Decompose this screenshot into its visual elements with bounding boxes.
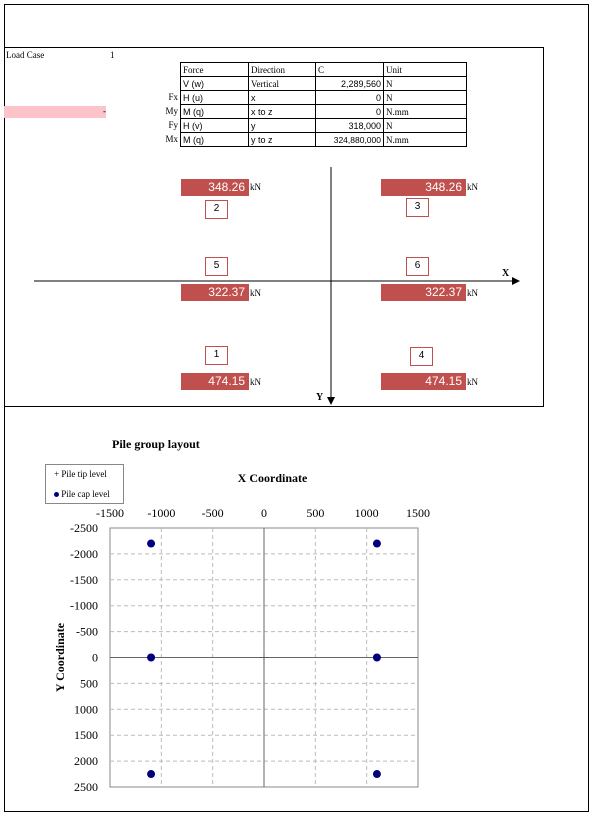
cell-direction: x [249,91,316,105]
cell-value: 318,000 [316,119,384,133]
legend-label: Pile cap level [61,489,110,499]
pile-5-load: 322.37 [181,284,249,301]
unit-label: kN [467,182,478,192]
y-tick-label: 2500 [74,780,98,794]
pile-4-label: 4 [410,347,433,366]
y-axis-title: Y Coordinate [53,622,67,693]
row-label-fx: Fx [168,92,178,102]
x-axis-label: X [502,268,510,279]
cell-unit: N [384,77,467,91]
y-tick-label: -1500 [70,572,98,587]
y-tick-label: 0 [92,650,98,665]
cell-value: 0 [316,105,384,119]
cap-point [373,770,381,778]
x-tick-label: 1500 [406,506,430,520]
legend-label: Pile tip level [61,469,107,479]
pile-3-load: 348.26 [381,179,466,196]
x-tick-label: -1500 [96,506,124,520]
row-label-mx: Mx [165,134,178,144]
cap-point [147,540,155,548]
cell-direction: Vertical [249,77,316,91]
cap-point [373,654,381,662]
pile-2-load: 348.26 [181,179,249,196]
cell-value: 0 [316,91,384,105]
cell-force: M (q) [181,105,249,119]
cell-direction: x to z [249,105,316,119]
cell-unit: N [384,91,467,105]
x-tick-label: -500 [201,506,224,520]
y-tick-label: -2500 [70,521,98,535]
y-tick-label: -1000 [70,598,98,613]
pile-1-load: 474.15 [181,373,249,390]
chart-title-text: X Coordinate [237,471,308,485]
chart-heading: Pile group layout [112,437,200,451]
cell-direction: y to z [249,133,316,147]
cell-value: 324,880,000 [316,133,384,147]
x-tick-label: 500 [306,506,325,520]
header-c: C [316,63,384,77]
load-case-label: Load Case [6,50,45,60]
header-direction: Direction [249,63,316,77]
x-tick-label: 1000 [354,506,379,520]
cell-direction: y [249,119,316,133]
cap-point [373,540,381,548]
pile-6-label: 6 [406,257,429,276]
load-case-value: 1 [110,50,115,60]
y-tick-label: -500 [76,624,98,639]
pile-4-load: 474.15 [381,373,466,390]
cell-force: V (w) [181,77,249,91]
cell-unit: N.mm [384,133,467,147]
header-force: Force [181,63,249,77]
cell-unit: N [384,119,467,133]
pile-layout-chart [0,500,593,805]
row-label-my: My [165,106,178,116]
unit-label: kN [250,182,261,192]
unit-label: kN [250,377,261,387]
x-tick-label: -1000 [147,506,176,520]
cell-force: H (v) [181,119,249,133]
plus-icon: + [54,469,60,479]
y-tick-label: 1500 [74,728,98,743]
pile-3-label: 3 [406,198,429,217]
y-tick-label: 500 [80,676,98,691]
y-tick-label: 1000 [74,702,98,717]
cell-force: H (u) [181,91,249,105]
pile-2-label: 2 [205,200,228,219]
y-tick-label: 2000 [74,754,98,769]
dash-cell: - [103,106,106,116]
cap-point [147,654,155,662]
circle-icon [54,492,59,497]
cell-force: M (q) [181,133,249,147]
cell-unit: N.mm [384,105,467,119]
y-axis-label: Y [316,392,324,403]
pile-6-load: 322.37 [381,284,466,301]
unit-label: kN [467,288,478,298]
unit-label: kN [250,288,261,298]
unit-label: kN [467,377,478,387]
header-unit: Unit [384,63,467,77]
y-tick-label: -2000 [70,546,98,561]
pile-1-label: 1 [205,346,228,365]
legend-item-cap [54,489,110,499]
row-label-fy: Fy [168,120,178,130]
chart-title [0,471,545,486]
x-tick-label: 0 [261,506,267,520]
cap-point [147,770,155,778]
cell-value: 2,289,560 [316,77,384,91]
pile-5-label: 5 [205,257,228,276]
